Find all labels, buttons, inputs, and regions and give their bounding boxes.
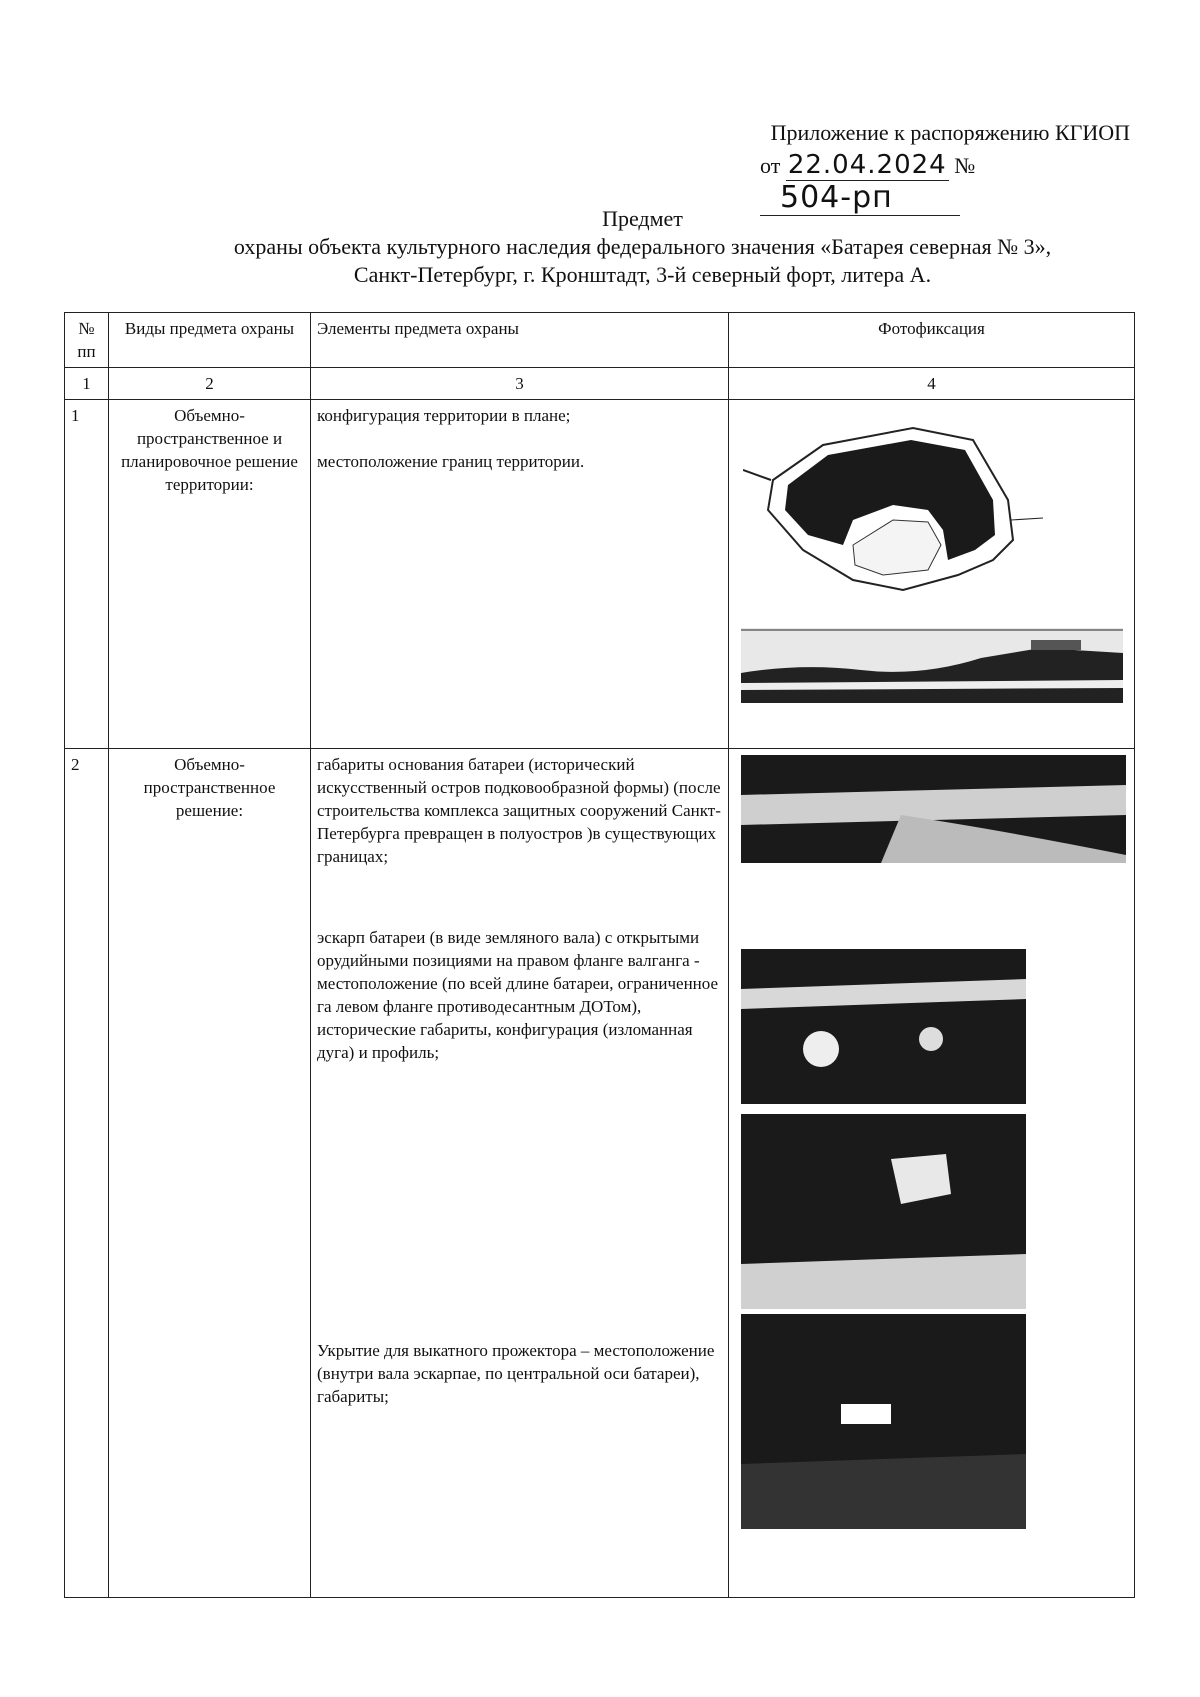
from-label: от <box>760 153 781 178</box>
protection-type: Объемно-пространственное и планировочное решение территории: <box>109 400 311 749</box>
header-elements: Элементы предмета охраны <box>311 313 729 368</box>
panorama-photo <box>741 628 1123 703</box>
table-header-row <box>65 313 1135 368</box>
photo-cell <box>729 400 1135 749</box>
protection-elements <box>311 749 729 1598</box>
column-number: 3 <box>311 368 729 400</box>
escarp-photo <box>741 949 1026 1104</box>
photo-cell <box>729 749 1135 1598</box>
element-text: конфигурация территории в плане; <box>317 406 571 425</box>
column-number: 4 <box>729 368 1135 400</box>
element-text: Укрытие для выкатного прожектора – местоположение (внутри вала эскарпае, по центральной оси батареи), габариты; <box>317 1341 715 1406</box>
number-label: № <box>954 153 976 178</box>
table-row <box>65 400 1135 749</box>
header-number: № пп <box>65 313 109 368</box>
header-type: Виды предмета охраны <box>109 313 311 368</box>
table-row <box>65 749 1135 1598</box>
document-title: Предмет <box>602 206 683 231</box>
protection-subject-table <box>64 312 1135 1598</box>
order-number: 504-рп <box>760 180 960 216</box>
row-number: 2 <box>65 749 109 1598</box>
header-photo: Фотофиксация <box>729 313 1135 368</box>
searchlight-shelter-photo <box>741 1314 1026 1529</box>
protection-elements <box>311 400 729 749</box>
order-date: 22.04.2024 <box>787 150 947 180</box>
column-number-row <box>65 368 1135 400</box>
battery-base-photo <box>741 755 1126 863</box>
column-number: 1 <box>65 368 109 400</box>
column-number: 2 <box>109 368 311 400</box>
appendix-label: Приложение к распоряжению КГИОП <box>770 120 1130 145</box>
gun-position-photo <box>741 1114 1026 1309</box>
element-text: эскарп батареи (в виде земляного вала) с открытыми орудийными позициями на правом фланге валганга - местоположение (по всей длине батареи, ограниченное га левом фланге противодесантным ДОТом), исторические габариты, конфигурация (изломанная дуга) и профиль; <box>317 928 719 1062</box>
document-subtitle-line-2: Санкт-Петербург, г. Кронштадт, 3-й северный форт, литера А. <box>353 262 932 287</box>
document-subtitle-line-1: охраны объекта культурного наследия федерального значения «Батарея северная № 3», <box>233 234 1052 259</box>
element-text: местоположение границ территории. <box>317 452 585 471</box>
site-plan-image <box>743 410 1043 600</box>
protection-type: Объемно-пространственное решение: <box>109 749 311 1598</box>
row-number: 1 <box>65 400 109 749</box>
element-text: габариты основания батареи (исторический искусственный остров подковообразной формы) (после строительства комплекса защитных сооружений Санкт-Петербурга превращен в полуостров )в существующих границах; <box>317 755 721 866</box>
